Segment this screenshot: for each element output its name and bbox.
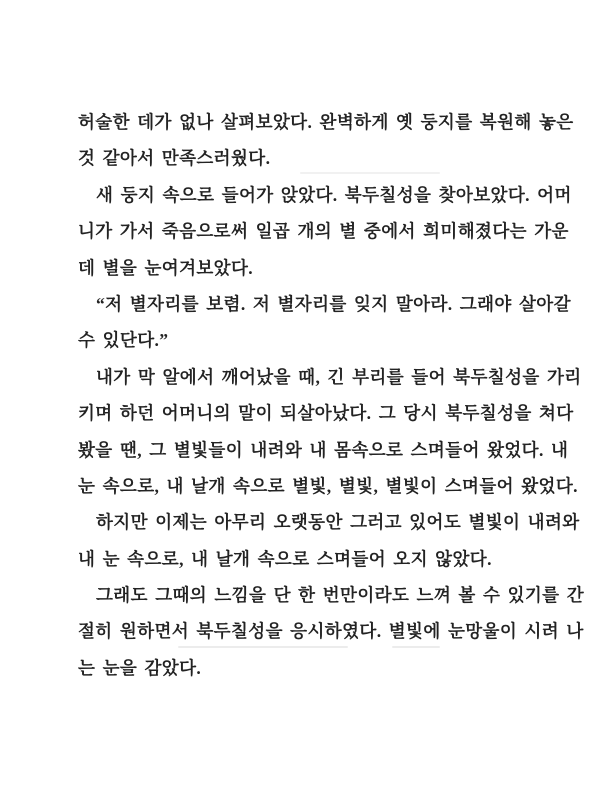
text-line: 그래도 그때의 느낌을 단 한 번만이라도 느껴 볼 수 있기를 간 [96,585,585,606]
scan-artifact [178,646,348,648]
text-line: 니가 가서 죽음으로써 일곱 개의 별 중에서 희미해졌다는 가운 [78,221,569,242]
text-line: 데 별을 눈여겨보았다. [78,257,254,278]
text-line: 허술한 데가 없나 살펴보았다. 완벽하게 옛 둥지를 복원해 놓은 [78,112,574,132]
text-line: 키며 하던 어머니의 말이 되살아났다. 그 당시 북두칠성을 쳐다 [78,403,574,424]
scan-artifact [300,172,440,174]
text-line: 새 둥지 속으로 들어가 앉았다. 북두칠성을 찾아보았다. 어머 [96,184,572,205]
text-line: 는 눈을 감았다. [78,657,202,678]
text-line: 내 눈 속으로, 내 날개 속으로 스며들어 오지 않았다. [78,548,492,569]
text-line: 수 있단다.” [78,330,169,351]
body-text [78,104,585,686]
text-line: “저 별자리를 보렴. 저 별자리를 잊지 말아라. 그래야 살아갈 [96,293,571,314]
text-line: 하지만 이제는 아무리 오랫동안 그러고 있어도 별빛이 내려와 [96,512,580,533]
text-line: 것 같아서 만족스러웠다. [78,148,271,169]
text-line: 봤을 땐, 그 별빛들이 내려와 내 몸속으로 스며들어 왔었다. 내 [78,439,569,460]
text-line: 절히 원하면서 북두칠성을 응시하였다. 별빛에 눈망울이 시려 나 [78,621,584,642]
scan-artifact [392,646,440,648]
text-line: 눈 속으로, 내 날개 속으로 별빛, 별빛, 별빛이 스며들어 왔었다. [78,475,578,496]
text-line: 내가 막 알에서 깨어났을 때, 긴 부리를 들어 북두칠성을 가리 [96,366,582,387]
